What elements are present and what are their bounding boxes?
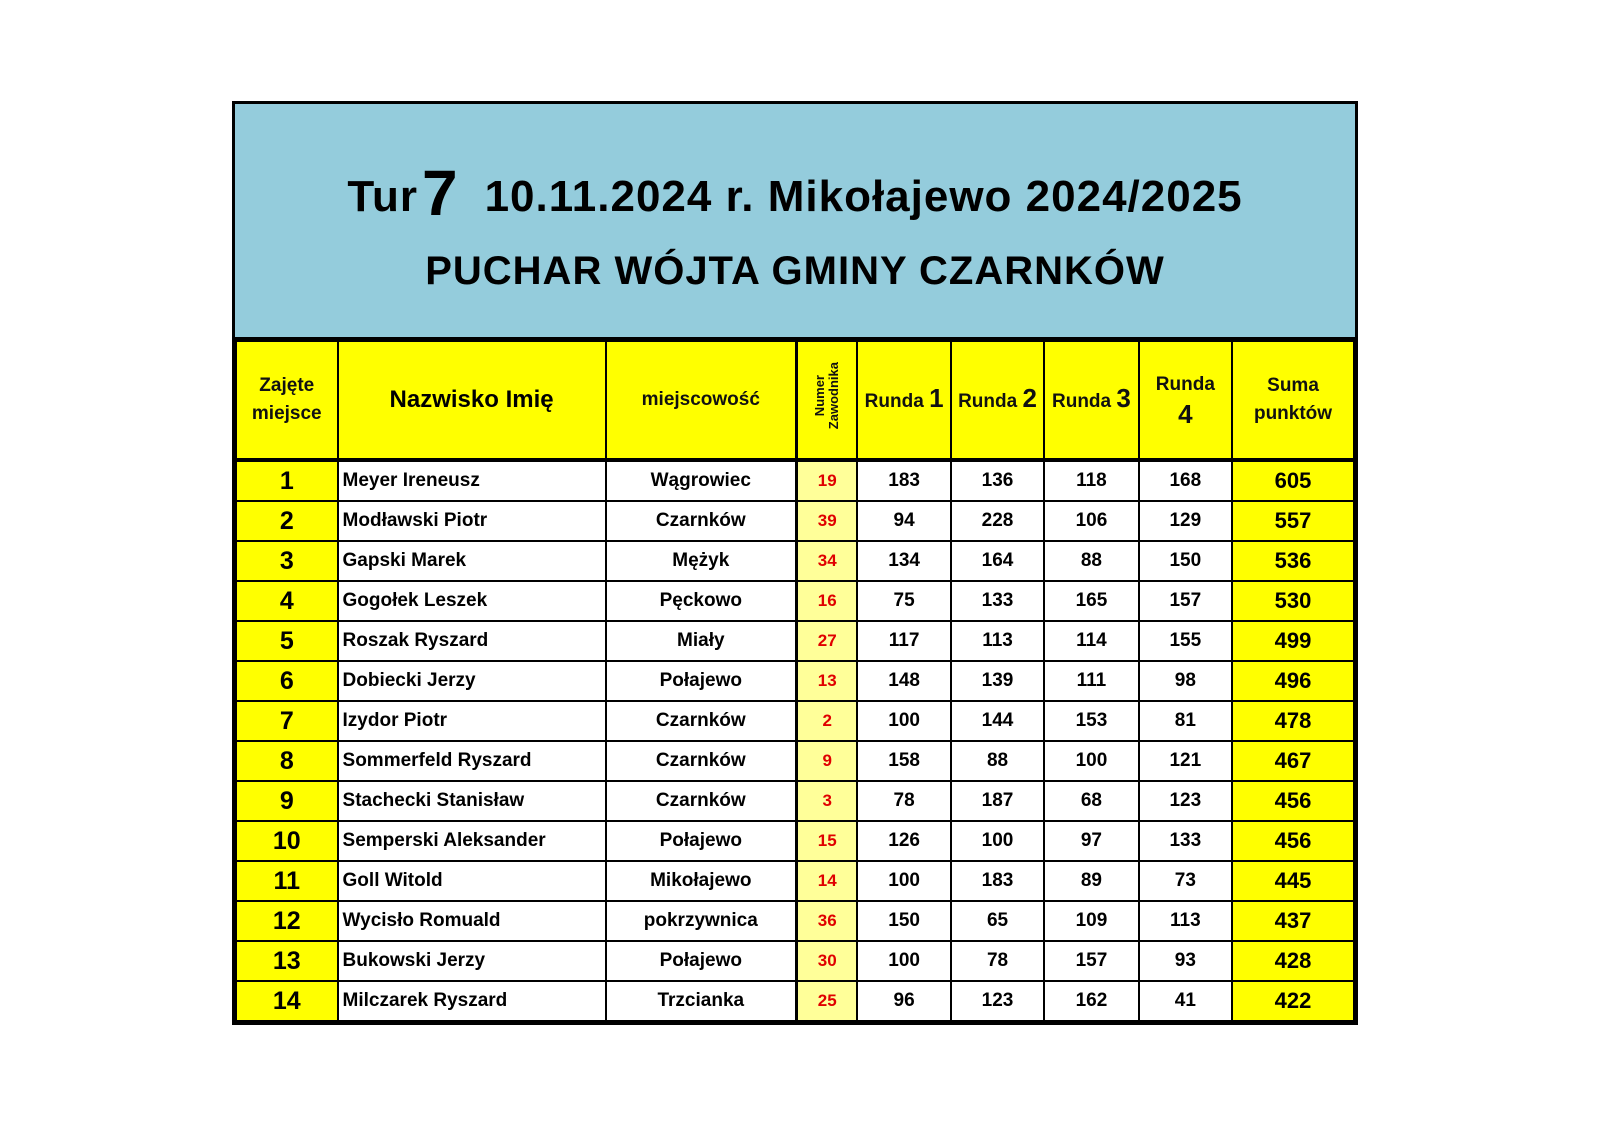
cell-number: 3 [796,781,857,821]
cell-sum: 530 [1232,581,1354,621]
cell-name: Gogołek Leszek [338,581,606,621]
cell-place: 6 [236,661,338,701]
cell-number: 25 [796,981,857,1021]
cell-place: 10 [236,821,338,861]
cell-name: Dobiecki Jerzy [338,661,606,701]
title-date-place: 10.11.2024 r. Mikołajewo 2024/2025 [484,172,1243,221]
cell-sum: 456 [1232,821,1354,861]
cell-number: 2 [796,701,857,741]
cell-number: 19 [796,460,857,501]
cell-round-2: 113 [951,621,1044,661]
cell-round-4: 113 [1139,901,1232,941]
header-place: Zajęte miejsce [236,341,338,460]
page-title [235,156,1355,230]
cell-round-2: 133 [951,581,1044,621]
cell-place: 5 [236,621,338,661]
cell-round-2: 187 [951,781,1044,821]
cell-round-3: 68 [1044,781,1138,821]
header-round-1: Runda 1 [857,341,950,460]
cell-round-3: 162 [1044,981,1138,1021]
cell-place: 2 [236,501,338,541]
cell-round-3: 114 [1044,621,1138,661]
cell-round-1: 94 [857,501,950,541]
cell-round-2: 136 [951,460,1044,501]
table-row [236,941,1354,981]
cell-place: 11 [236,861,338,901]
cell-city: pokrzywnica [606,901,797,941]
cell-sum: 428 [1232,941,1354,981]
cell-city: Połajewo [606,941,797,981]
cell-round-1: 117 [857,621,950,661]
table-row [236,581,1354,621]
cell-city: Mikołajewo [606,861,797,901]
cell-place: 8 [236,741,338,781]
cell-round-1: 100 [857,861,950,901]
cell-round-1: 96 [857,981,950,1021]
cell-round-3: 106 [1044,501,1138,541]
cell-city: Pęckowo [606,581,797,621]
cell-place: 1 [236,460,338,501]
cell-city: Mężyk [606,541,797,581]
cell-round-3: 153 [1044,701,1138,741]
cell-name: Wycisło Romuald [338,901,606,941]
cell-name: Goll Witold [338,861,606,901]
cell-round-2: 228 [951,501,1044,541]
table-row [236,781,1354,821]
cell-number: 13 [796,661,857,701]
cell-name: Meyer Ireneusz [338,460,606,501]
cell-name: Bukowski Jerzy [338,941,606,981]
cell-city: Wągrowiec [606,460,797,501]
cell-place: 7 [236,701,338,741]
cell-round-2: 144 [951,701,1044,741]
cell-name: Gapski Marek [338,541,606,581]
table-header-row [236,341,1354,460]
cell-round-4: 157 [1139,581,1232,621]
cell-round-4: 168 [1139,460,1232,501]
cell-place: 3 [236,541,338,581]
cell-name: Milczarek Ryszard [338,981,606,1021]
cell-round-4: 41 [1139,981,1232,1021]
cell-round-2: 183 [951,861,1044,901]
cell-number: 14 [796,861,857,901]
header-round-4: Runda 4 [1139,341,1232,460]
header-round-3: Runda 3 [1044,341,1138,460]
cell-round-4: 93 [1139,941,1232,981]
cell-round-4: 123 [1139,781,1232,821]
header-number: Numer Zawodnika [796,341,857,460]
title-banner [235,104,1355,340]
results-sheet [232,101,1358,1025]
table-row [236,501,1354,541]
cell-number: 15 [796,821,857,861]
title-prefix: Tur [347,172,418,221]
cell-number: 36 [796,901,857,941]
cell-sum: 605 [1232,460,1354,501]
cell-number: 34 [796,541,857,581]
cell-round-1: 148 [857,661,950,701]
cell-name: Semperski Aleksander [338,821,606,861]
cell-place: 9 [236,781,338,821]
cell-city: Czarnków [606,501,797,541]
cell-round-2: 78 [951,941,1044,981]
cell-round-4: 129 [1139,501,1232,541]
cell-round-3: 109 [1044,901,1138,941]
cell-round-1: 75 [857,581,950,621]
cell-sum: 437 [1232,901,1354,941]
cell-place: 13 [236,941,338,981]
cell-place: 12 [236,901,338,941]
header-city: miejscowość [606,341,797,460]
cell-sum: 456 [1232,781,1354,821]
cell-round-1: 158 [857,741,950,781]
cell-round-3: 111 [1044,661,1138,701]
cell-name: Modławski Piotr [338,501,606,541]
cell-round-1: 126 [857,821,950,861]
cell-round-2: 164 [951,541,1044,581]
tour-number: 7 [421,157,459,229]
cell-round-4: 98 [1139,661,1232,701]
cell-round-3: 88 [1044,541,1138,581]
cell-sum: 499 [1232,621,1354,661]
table-row [236,741,1354,781]
cell-round-3: 157 [1044,941,1138,981]
cell-name: Izydor Piotr [338,701,606,741]
cell-number: 9 [796,741,857,781]
cell-sum: 536 [1232,541,1354,581]
cell-sum: 467 [1232,741,1354,781]
cell-round-3: 118 [1044,460,1138,501]
page-subtitle: PUCHAR WÓJTA GMINY CZARNKÓW [425,249,1165,293]
table-row [236,981,1354,1021]
cell-round-4: 133 [1139,821,1232,861]
cell-number: 30 [796,941,857,981]
cell-number: 27 [796,621,857,661]
cell-round-4: 73 [1139,861,1232,901]
cell-round-1: 150 [857,901,950,941]
cell-round-3: 97 [1044,821,1138,861]
cell-number: 39 [796,501,857,541]
cell-sum: 496 [1232,661,1354,701]
cell-round-3: 165 [1044,581,1138,621]
cell-city: Trzcianka [606,981,797,1021]
cell-name: Sommerfeld Ryszard [338,741,606,781]
cell-round-1: 100 [857,941,950,981]
cell-round-4: 155 [1139,621,1232,661]
cell-place: 14 [236,981,338,1021]
cell-round-4: 150 [1139,541,1232,581]
cell-city: Połajewo [606,661,797,701]
table-row [236,541,1354,581]
header-round-2: Runda 2 [951,341,1044,460]
table-row [236,861,1354,901]
header-name: Nazwisko Imię [338,341,606,460]
cell-round-3: 100 [1044,741,1138,781]
cell-place: 4 [236,581,338,621]
cell-city: Czarnków [606,701,797,741]
cell-round-4: 121 [1139,741,1232,781]
cell-number: 16 [796,581,857,621]
table-row [236,621,1354,661]
cell-round-1: 78 [857,781,950,821]
cell-round-2: 88 [951,741,1044,781]
cell-city: Miały [606,621,797,661]
cell-city: Czarnków [606,741,797,781]
cell-name: Stachecki Stanisław [338,781,606,821]
table-row [236,661,1354,701]
cell-round-4: 81 [1139,701,1232,741]
cell-round-2: 100 [951,821,1044,861]
cell-round-2: 123 [951,981,1044,1021]
cell-round-1: 100 [857,701,950,741]
cell-city: Czarnków [606,781,797,821]
cell-round-3: 89 [1044,861,1138,901]
results-table [235,340,1355,1022]
header-sum: Suma punktów [1232,341,1354,460]
table-row [236,460,1354,501]
table-row [236,701,1354,741]
cell-round-2: 65 [951,901,1044,941]
cell-sum: 445 [1232,861,1354,901]
cell-sum: 422 [1232,981,1354,1021]
cell-sum: 478 [1232,701,1354,741]
cell-sum: 557 [1232,501,1354,541]
cell-name: Roszak Ryszard [338,621,606,661]
cell-round-1: 183 [857,460,950,501]
cell-round-1: 134 [857,541,950,581]
cell-round-2: 139 [951,661,1044,701]
table-row [236,901,1354,941]
table-row [236,821,1354,861]
cell-city: Połajewo [606,821,797,861]
